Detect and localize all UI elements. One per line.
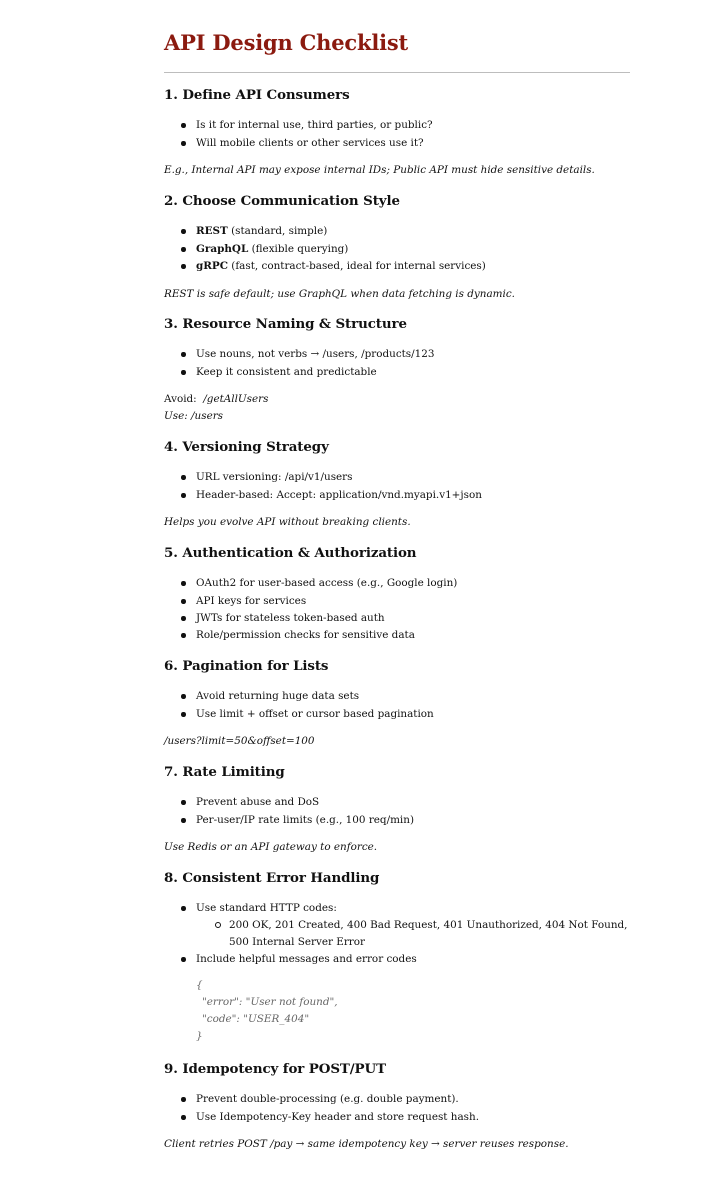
section-heading: 8. Consistent Error Handling xyxy=(164,870,380,886)
list-item xyxy=(196,224,327,238)
list-item: Role/permission checks for sensitive data xyxy=(196,629,415,641)
list-item: OAuth2 for user-based access (e.g., Google login) xyxy=(196,577,458,589)
list-item: Use limit + offset or cursor based pagination xyxy=(196,708,434,720)
list-item: Use standard HTTP codes: xyxy=(196,902,337,914)
avoid-line xyxy=(164,393,268,405)
list-item-text: (fast, contract-based, ideal for internal services) xyxy=(227,260,486,272)
section-9 xyxy=(164,1061,634,1161)
code-line: "error": "User not found", xyxy=(202,996,338,1008)
list-item-strong: gRPC xyxy=(196,260,228,272)
code-line: { xyxy=(196,979,203,991)
list-item-text: (standard, simple) xyxy=(227,225,328,237)
section-6 xyxy=(164,658,634,758)
list-item: URL versioning: /api/v1/users xyxy=(196,471,353,483)
section-note: REST is safe default; use GraphQL when data fetching is dynamic. xyxy=(164,288,515,300)
list-item: JWTs for stateless token-based auth xyxy=(196,612,385,624)
code-line: } xyxy=(196,1030,203,1042)
avoid-value: /getAllUsers xyxy=(203,393,269,405)
list-item-strong: GraphQL xyxy=(196,243,249,255)
section-1 xyxy=(164,87,634,187)
code-line: "code": "USER_404" xyxy=(202,1013,310,1025)
title-divider xyxy=(164,72,630,73)
avoid-label: Avoid: xyxy=(164,393,197,405)
section-note: /users?limit=50&offset=100 xyxy=(164,735,315,747)
list-item: Include helpful messages and error codes xyxy=(196,953,417,965)
list-item: Avoid returning huge data sets xyxy=(196,690,360,702)
section-heading: 1. Define API Consumers xyxy=(164,87,350,103)
section-5 xyxy=(164,545,634,645)
list-item: Will mobile clients or other services use it? xyxy=(196,137,424,149)
section-heading: 6. Pagination for Lists xyxy=(164,658,329,674)
list-item: Keep it consistent and predictable xyxy=(196,366,377,378)
list-item: Prevent abuse and DoS xyxy=(196,796,320,808)
section-8 xyxy=(164,870,634,1050)
list-item xyxy=(196,242,348,256)
section-note: Use Redis or an API gateway to enforce. xyxy=(164,841,378,853)
section-7 xyxy=(164,764,634,864)
section-3 xyxy=(164,316,634,426)
list-item: Prevent double-processing (e.g. double payment). xyxy=(196,1093,459,1105)
section-note: E.g., Internal API may expose internal IDs; Public API must hide sensitive details. xyxy=(164,164,595,176)
section-heading: 3. Resource Naming & Structure xyxy=(164,316,407,332)
list-item: Per-user/IP rate limits (e.g., 100 req/min) xyxy=(196,814,415,826)
section-heading: 9. Idempotency for POST/PUT xyxy=(164,1061,386,1077)
list-item xyxy=(196,259,486,273)
section-4 xyxy=(164,439,634,539)
page-title: API Design Checklist xyxy=(164,30,409,55)
list-item: Header-based: Accept: application/vnd.myapi.v1+json xyxy=(196,489,482,501)
sub-list-item: 200 OK, 201 Created, 400 Bad Request, 401 Unauthorized, 404 Not Found, 500 Internal Server Error xyxy=(229,917,629,951)
section-heading: 5. Authentication & Authorization xyxy=(164,545,417,561)
list-item: Use Idempotency-Key header and store request hash. xyxy=(196,1111,479,1123)
list-item: Use nouns, not verbs → /users, /products/123 xyxy=(196,348,435,360)
document xyxy=(164,30,634,73)
list-item: API keys for services xyxy=(196,595,307,607)
section-heading: 7. Rate Limiting xyxy=(164,764,285,780)
section-note: Client retries POST /pay → same idempotency key → server reuses response. xyxy=(164,1138,569,1150)
list-item: Is it for internal use, third parties, or public? xyxy=(196,119,433,131)
section-note: Helps you evolve API without breaking clients. xyxy=(164,516,411,528)
list-item-text: (flexible querying) xyxy=(248,243,349,255)
section-heading: 2. Choose Communication Style xyxy=(164,193,400,209)
section-2 xyxy=(164,193,634,303)
list-item-strong: REST xyxy=(196,225,228,237)
use-line: Use: /users xyxy=(164,410,224,422)
section-heading: 4. Versioning Strategy xyxy=(164,439,329,455)
